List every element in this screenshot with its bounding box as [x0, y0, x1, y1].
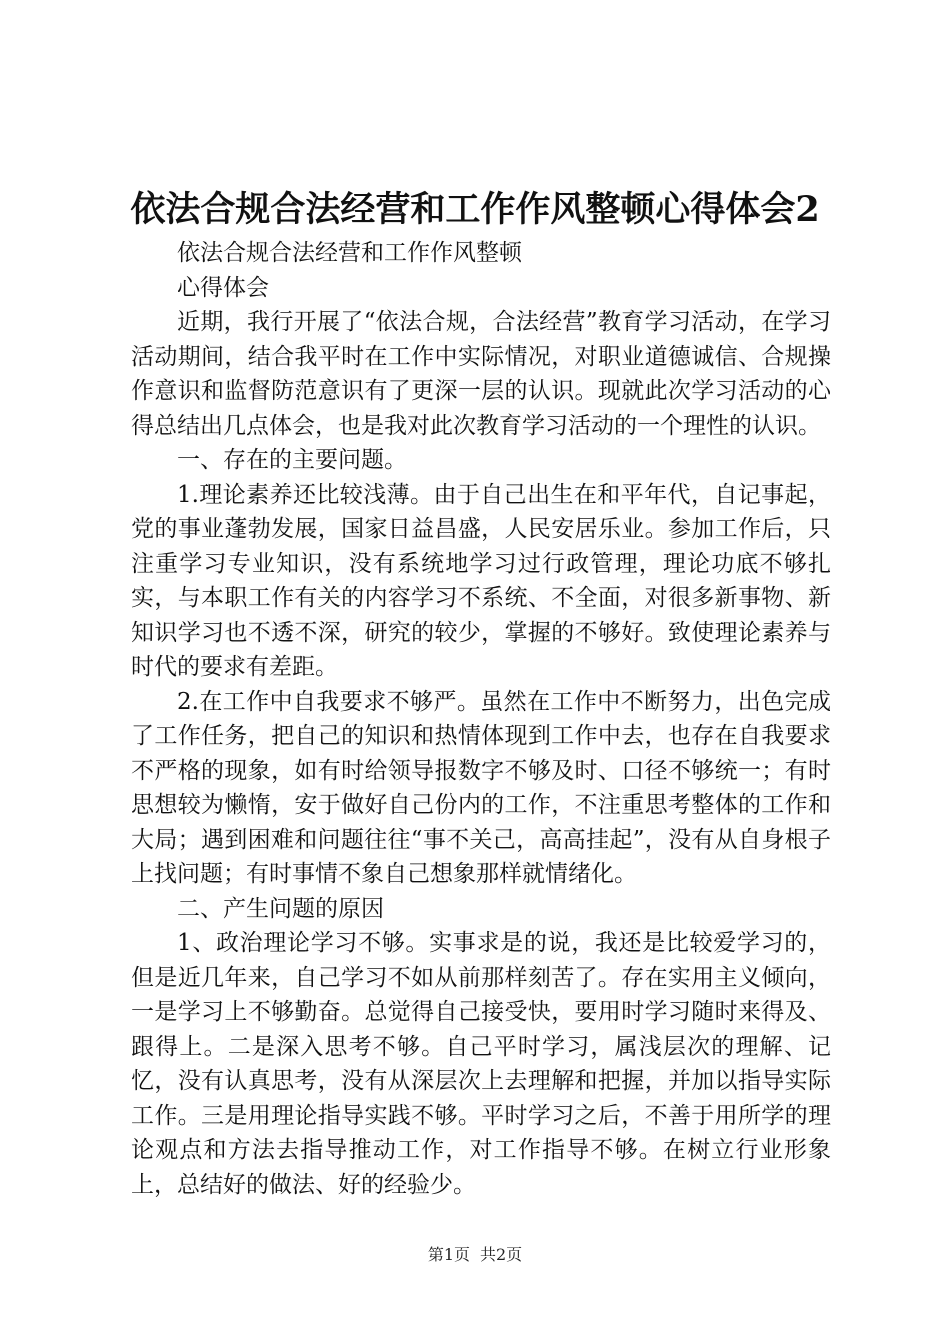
- subtitle-line-1: 依法合规合法经营和工作作风整顿: [177, 240, 522, 266]
- document-body: [131, 236, 831, 1202]
- page-total: 共2页: [480, 1245, 523, 1264]
- problem-paragraph-1: 1.理论素养还比较浅薄。由于自己出生在和平年代，自记事起，党的事业蓬勃发展，国家日益昌盛，人民安居乐业。参加工作后，只注重学习专业知识，没有系统地学习过行政管理，理论功底不够扎实，与本职工作有关的内容学习不系统、不全面，对很多新事物、新知识学习也不透不深，研究的较少，掌握的不够好。致使理论素养与时代的要求有差距。: [131, 481, 831, 680]
- document-title: 依法合规合法经营和工作作风整顿心得体会2: [130, 189, 820, 230]
- section-heading-causes: 二、产生问题的原因: [177, 895, 384, 922]
- subtitle-line-2: 心得体会: [177, 274, 269, 301]
- page-footer: [0, 1244, 950, 1266]
- page-number: 第1页: [427, 1245, 470, 1264]
- intro-paragraph: 近期，我行开展了“依法合规，合法经营”教育学习活动，在学习活动期间，结合我平时在工作中实际情况，对职业道德诚信、合规操作意识和监督防范意识有了更深一层的认识。现就此次学习活动的心得总结出几点体会，也是我对此次教育学习活动的一个理性的认识。: [131, 309, 831, 439]
- problem-paragraph-2: 2.在工作中自我要求不够严。虽然在工作中不断努力，出色完成了工作任务，把自己的知识和热情体现到工作中去，也存在自我要求不严格的现象，如有时给领导报数字不够及时、口径不够统一；有时思想较为懒惰，安于做好自己份内的工作，不注重思考整体的工作和大局；遇到困难和问题往往“事不关己，高高挂起”，没有从自身根子上找问题；有时事情不象自己想象那样就情绪化。: [131, 688, 831, 887]
- section-heading-problems: 一、存在的主要问题。: [177, 447, 407, 473]
- cause-paragraph-1: 1、政治理论学习不够。实事求是的说，我还是比较爱学习的，但是近几年来，自己学习不如从前那样刻苦了。存在实用主义倾向，一是学习上不够勤奋。总觉得自己接受快，要用时学习随时来得及、跟得上。二是深入思考不够。自己平时学习，属浅层次的理解、记忆，没有认真思考，没有从深层次上去理解和把握，并加以指导实际工作。三是用理论指导实践不够。平时学习之后，不善于用所学的理论观点和方法去指导推动工作，对工作指导不够。在树立行业形象上，总结好的做法、好的经验少。: [131, 930, 831, 1198]
